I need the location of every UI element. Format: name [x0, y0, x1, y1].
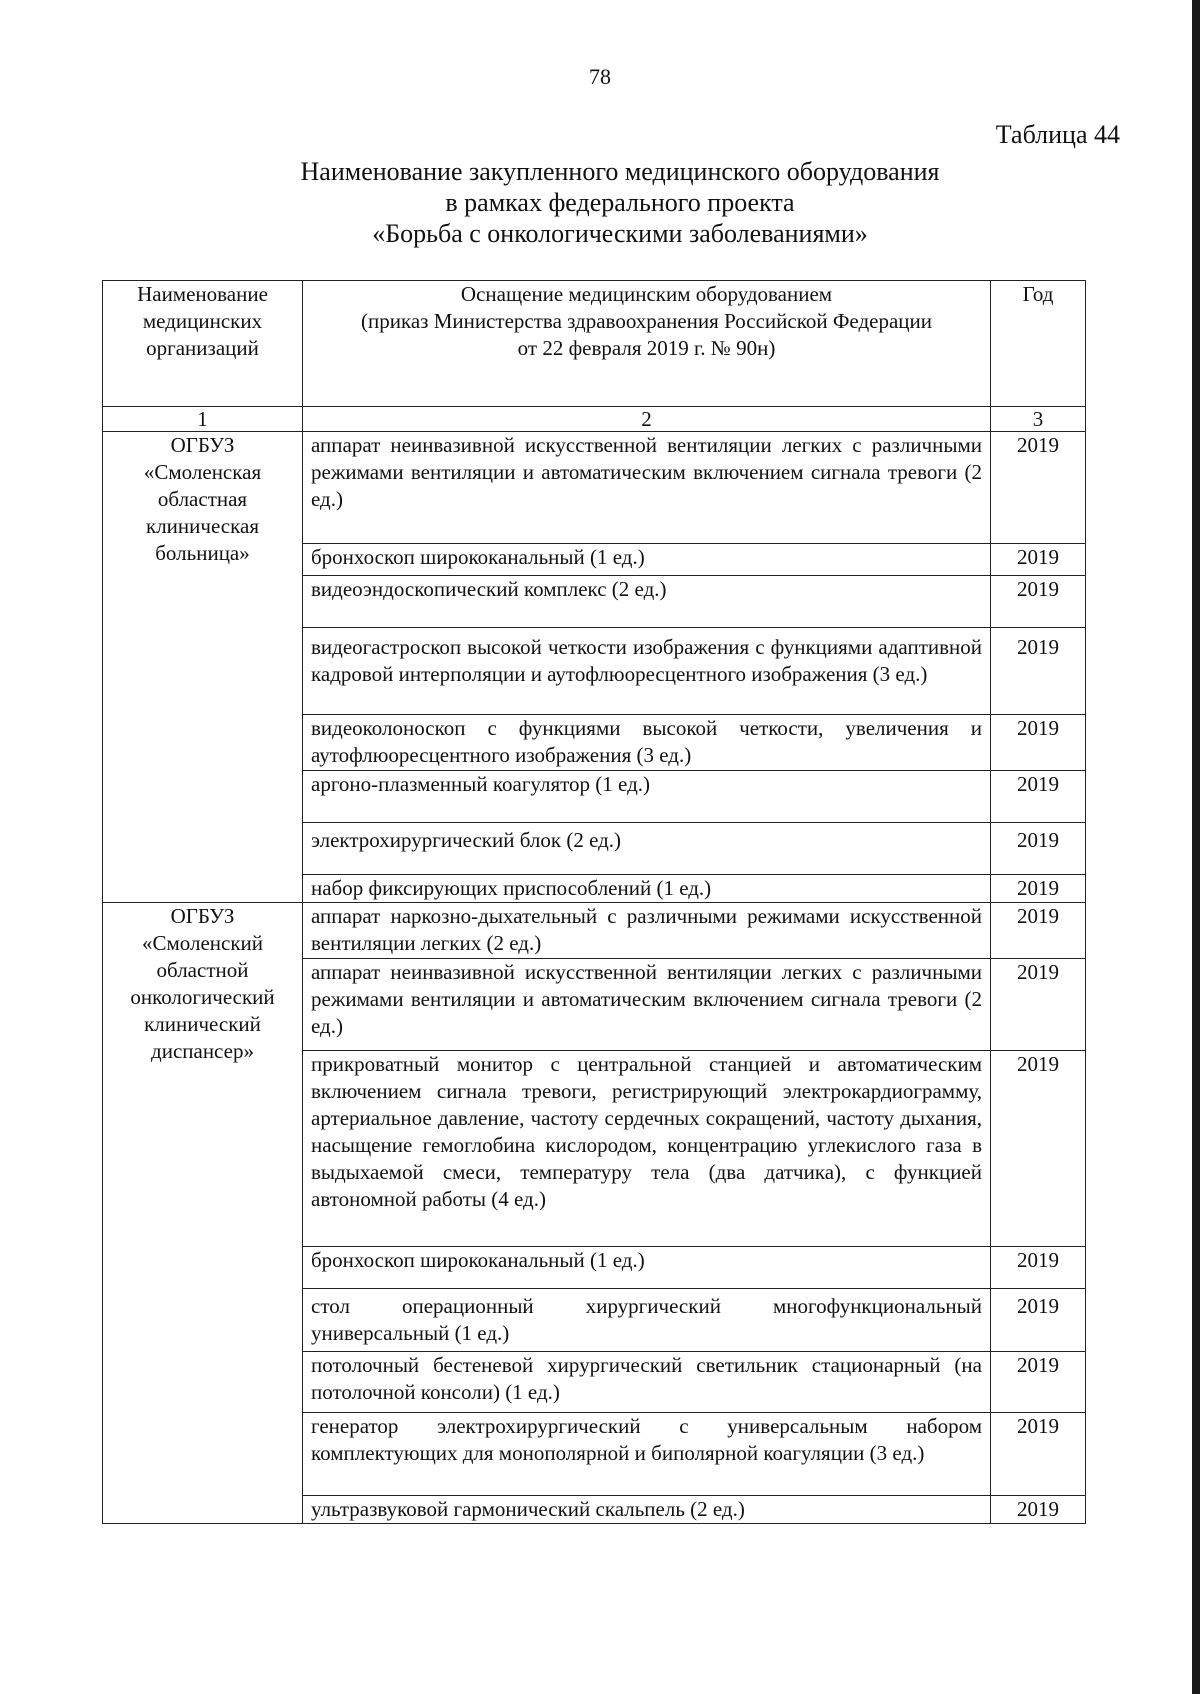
table-header-row — [103, 281, 1086, 407]
equipment-table — [102, 280, 1086, 1524]
organization-line: ОГБУЗ — [170, 433, 235, 457]
year-cell: 2019 — [991, 1496, 1086, 1524]
equipment-cell: набор фиксирующих приспособлений (1 ед.) — [303, 875, 991, 903]
equipment-cell: ультразвуковой гармонический скальпель (2 ед.) — [303, 1496, 991, 1524]
table-row — [103, 903, 1086, 959]
equipment-cell: видеоколоноскоп с функциями высокой четкости, увеличения и аутофлюоресцентного изображения (3 ед.) — [303, 715, 991, 771]
equipment-cell: электрохирургический блок (2 ед.) — [303, 823, 991, 875]
column-number-row — [103, 407, 1086, 432]
year-cell: 2019 — [991, 1289, 1086, 1352]
equipment-cell: генератор электрохирургический с универсальным набором комплектующих для монополярной и биполярной коагуляции (3 ед.) — [303, 1413, 991, 1496]
equipment-cell: видеоэндоскопический комплекс (2 ед.) — [303, 576, 991, 628]
year-cell: 2019 — [991, 1352, 1086, 1413]
organization-line: онкологический — [130, 985, 275, 1009]
equipment-cell: стол операционный хирургический многофункциональный универсальный (1 ед.) — [303, 1289, 991, 1352]
organization-line: клинический — [144, 1012, 261, 1036]
organization-cell — [103, 903, 303, 1524]
page-number: 78 — [589, 64, 611, 89]
year-cell: 2019 — [991, 544, 1086, 576]
table-label: Таблица 44 — [995, 120, 1120, 149]
equipment-cell: бронхоскоп ширококанальный (1 ед.) — [303, 544, 991, 576]
equipment-cell: потолочный бестеневой хирургический светильник стационарный (на потолочной консоли) (1 ед.) — [303, 1352, 991, 1413]
year-cell: 2019 — [991, 628, 1086, 715]
organization-line: клиническая — [146, 514, 259, 538]
header-line: от 22 февраля 2019 г. № 90н) — [517, 336, 776, 360]
header-line: организаций — [146, 336, 259, 360]
year-cell: 2019 — [991, 576, 1086, 628]
equipment-cell: аппарат неинвазивной искусственной вентиляции легких с различными режимами вентиляции и автоматическим включением сигнала тревоги (2 ед.) — [303, 959, 991, 1051]
year-cell: 2019 — [991, 1247, 1086, 1289]
equipment-cell: аппарат неинвазивной искусственной вентиляции легких с различными режимами вентиляции и автоматическим включением сигнала тревоги (2 ед.) — [303, 432, 991, 544]
organization-cell — [103, 432, 303, 903]
organization-line: областной — [156, 958, 249, 982]
organization-line: «Смоленский — [141, 931, 264, 955]
header-line: (приказ Министерства здравоохранения Российской Федерации — [361, 309, 932, 333]
equipment-cell: бронхоскоп ширококанальный (1 ед.) — [303, 1247, 991, 1289]
year-cell: 2019 — [991, 959, 1086, 1051]
year-cell: 2019 — [991, 823, 1086, 875]
column-number: 3 — [991, 407, 1086, 432]
organization-line: диспансер» — [151, 1039, 254, 1063]
equipment-cell: видеогастроскоп высокой четкости изображения с функциями адаптивной кадровой интерполяции и аутофлюоресцентного изображения (3 ед.) — [303, 628, 991, 715]
header-organizations — [103, 281, 303, 407]
year-cell: 2019 — [991, 903, 1086, 959]
column-number: 2 — [303, 407, 991, 432]
equipment-cell: аргоно-плазменный коагулятор (1 ед.) — [303, 771, 991, 823]
equipment-cell: прикроватный монитор с центральной станцией и автоматическим включением сигнала тревоги, регистрирующий электрокардиограмму, артериальное давление, частоту сердечных сокращений, частоту дыхания, насыщение гемоглобина кислородом, концентрацию углекислого газа в выдыхаемой смеси, температуру тела (два датчика), с функцией автономной работы (4 ед.) — [303, 1051, 991, 1247]
year-cell: 2019 — [991, 432, 1086, 544]
header-equipment — [303, 281, 991, 407]
header-line: Наименование — [137, 282, 268, 306]
organization-line: ОГБУЗ — [170, 904, 235, 928]
organization-line: больница» — [155, 541, 250, 565]
equipment-cell: аппарат наркозно-дыхательный с различными режимами искусственной вентиляции легких (2 ед.) — [303, 903, 991, 959]
column-number: 1 — [103, 407, 303, 432]
year-cell: 2019 — [991, 771, 1086, 823]
document-title — [240, 156, 1000, 249]
year-cell: 2019 — [991, 715, 1086, 771]
title-line: в рамках федерального проекта — [445, 188, 795, 217]
organization-line: «Смоленская — [143, 460, 262, 484]
table-row — [103, 432, 1086, 544]
organization-line: областная — [157, 487, 248, 511]
scan-edge-bar — [1192, 0, 1200, 1694]
header-line: Оснащение медицинским оборудованием — [460, 282, 833, 306]
title-line: «Борьба с онкологическими заболеваниями» — [372, 219, 868, 248]
header-year: Год — [991, 281, 1086, 407]
title-line: Наименование закупленного медицинского оборудования — [300, 157, 940, 186]
year-cell: 2019 — [991, 1051, 1086, 1247]
header-line: медицинских — [142, 309, 263, 333]
year-cell: 2019 — [991, 1413, 1086, 1496]
year-cell: 2019 — [991, 875, 1086, 903]
